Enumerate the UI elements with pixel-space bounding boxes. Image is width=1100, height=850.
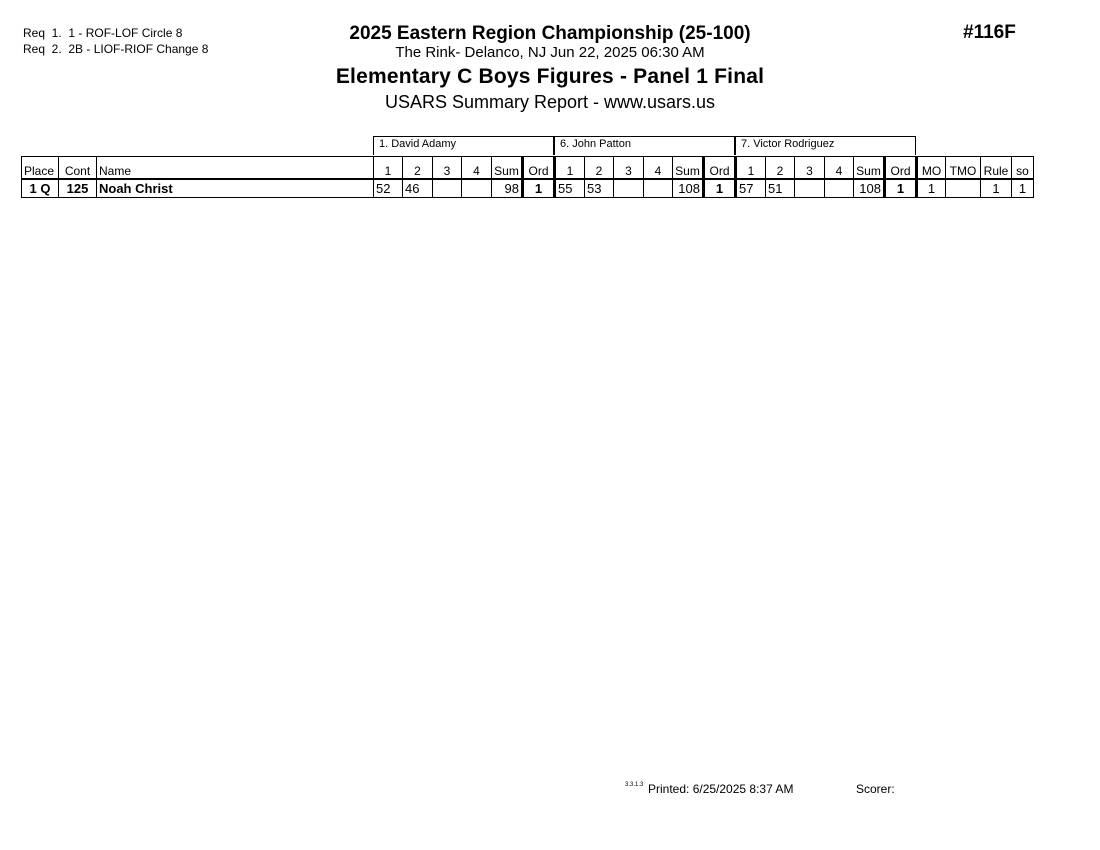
header-j3-s4: 4 xyxy=(825,157,854,179)
printed-timestamp: Printed: 6/25/2025 8:37 AM xyxy=(648,782,794,796)
column-header-row xyxy=(22,157,1034,179)
header-j2-s3: 3 xyxy=(614,157,644,179)
header-j1-sum: Sum xyxy=(492,157,523,179)
cell-name: Noah Christ xyxy=(97,179,374,198)
cell-j2-s4 xyxy=(644,179,673,198)
header-cont: Cont xyxy=(59,157,97,179)
header-j2-s2: 2 xyxy=(585,157,614,179)
header-mo: MO xyxy=(917,157,946,179)
cell-j1-s2: 46 xyxy=(403,179,433,198)
header-tmo: TMO xyxy=(946,157,981,179)
cell-j3-s4 xyxy=(825,179,854,198)
event-number: #116F xyxy=(963,22,1016,43)
header-j2-s1: 1 xyxy=(555,157,585,179)
header-j1-s4: 4 xyxy=(462,157,492,179)
header-j2-s4: 4 xyxy=(644,157,673,179)
cell-j3-sum: 108 xyxy=(854,179,885,198)
cell-j2-sum: 108 xyxy=(673,179,704,198)
cell-place: 1 Q xyxy=(22,179,59,198)
cell-j1-s3 xyxy=(433,179,462,198)
cell-j1-s1: 52 xyxy=(374,179,403,198)
cell-tmo xyxy=(946,179,981,198)
judge-1-header: 1. David Adamy xyxy=(373,136,554,155)
requirement-1: Req 1. 1 - ROF-LOF Circle 8 xyxy=(23,26,183,40)
header-place: Place xyxy=(22,157,59,179)
cell-j1-s4 xyxy=(462,179,492,198)
header-j1-s1: 1 xyxy=(374,157,403,179)
cell-j1-sum: 98 xyxy=(492,179,523,198)
header-j3-s1: 1 xyxy=(736,157,766,179)
cell-rule: 1 xyxy=(981,179,1012,198)
cell-j2-ord: 1 xyxy=(704,179,736,198)
cell-j2-s2: 53 xyxy=(585,179,614,198)
version-code: 3.3.1.3 xyxy=(625,782,644,788)
cell-mo: 1 xyxy=(917,179,946,198)
header-j3-ord: Ord xyxy=(885,157,917,179)
cell-j3-s3 xyxy=(795,179,825,198)
cell-j3-s1: 57 xyxy=(736,179,766,198)
header-j2-sum: Sum xyxy=(673,157,704,179)
header-rule: Rule xyxy=(981,157,1012,179)
judge-6-header: 6. John Patton xyxy=(554,136,735,155)
cell-j2-s1: 55 xyxy=(555,179,585,198)
cell-j1-ord: 1 xyxy=(523,179,555,198)
results-table xyxy=(21,156,1034,198)
cell-so: 1 xyxy=(1012,179,1034,198)
report-header xyxy=(300,22,800,113)
cell-j3-ord: 1 xyxy=(885,179,917,198)
cell-j3-s2: 51 xyxy=(766,179,795,198)
header-j3-s2: 2 xyxy=(766,157,795,179)
judge-7-header: 7. Victor Rodriguez xyxy=(735,136,916,155)
table-row xyxy=(22,179,1034,198)
header-so: so xyxy=(1012,157,1034,179)
scorer-label: Scorer: xyxy=(856,782,895,796)
header-j1-s2: 2 xyxy=(403,157,433,179)
header-name: Name xyxy=(97,157,374,179)
header-j1-ord: Ord xyxy=(523,157,555,179)
competition-title: 2025 Eastern Region Championship (25-100) xyxy=(349,23,751,44)
event-name: Elementary C Boys Figures - Panel 1 Final xyxy=(335,65,765,88)
report-name: USARS Summary Report - www.usars.us xyxy=(384,92,716,112)
cell-j2-s3 xyxy=(614,179,644,198)
header-j3-s3: 3 xyxy=(795,157,825,179)
header-j1-s3: 3 xyxy=(433,157,462,179)
header-j3-sum: Sum xyxy=(854,157,885,179)
cell-cont: 125 xyxy=(59,179,97,198)
location-date: The Rink- Delanco, NJ Jun 22, 2025 06:30 AM xyxy=(395,44,705,61)
requirement-2: Req 2. 2B - LIOF-RIOF Change 8 xyxy=(23,42,209,56)
header-j2-ord: Ord xyxy=(704,157,736,179)
